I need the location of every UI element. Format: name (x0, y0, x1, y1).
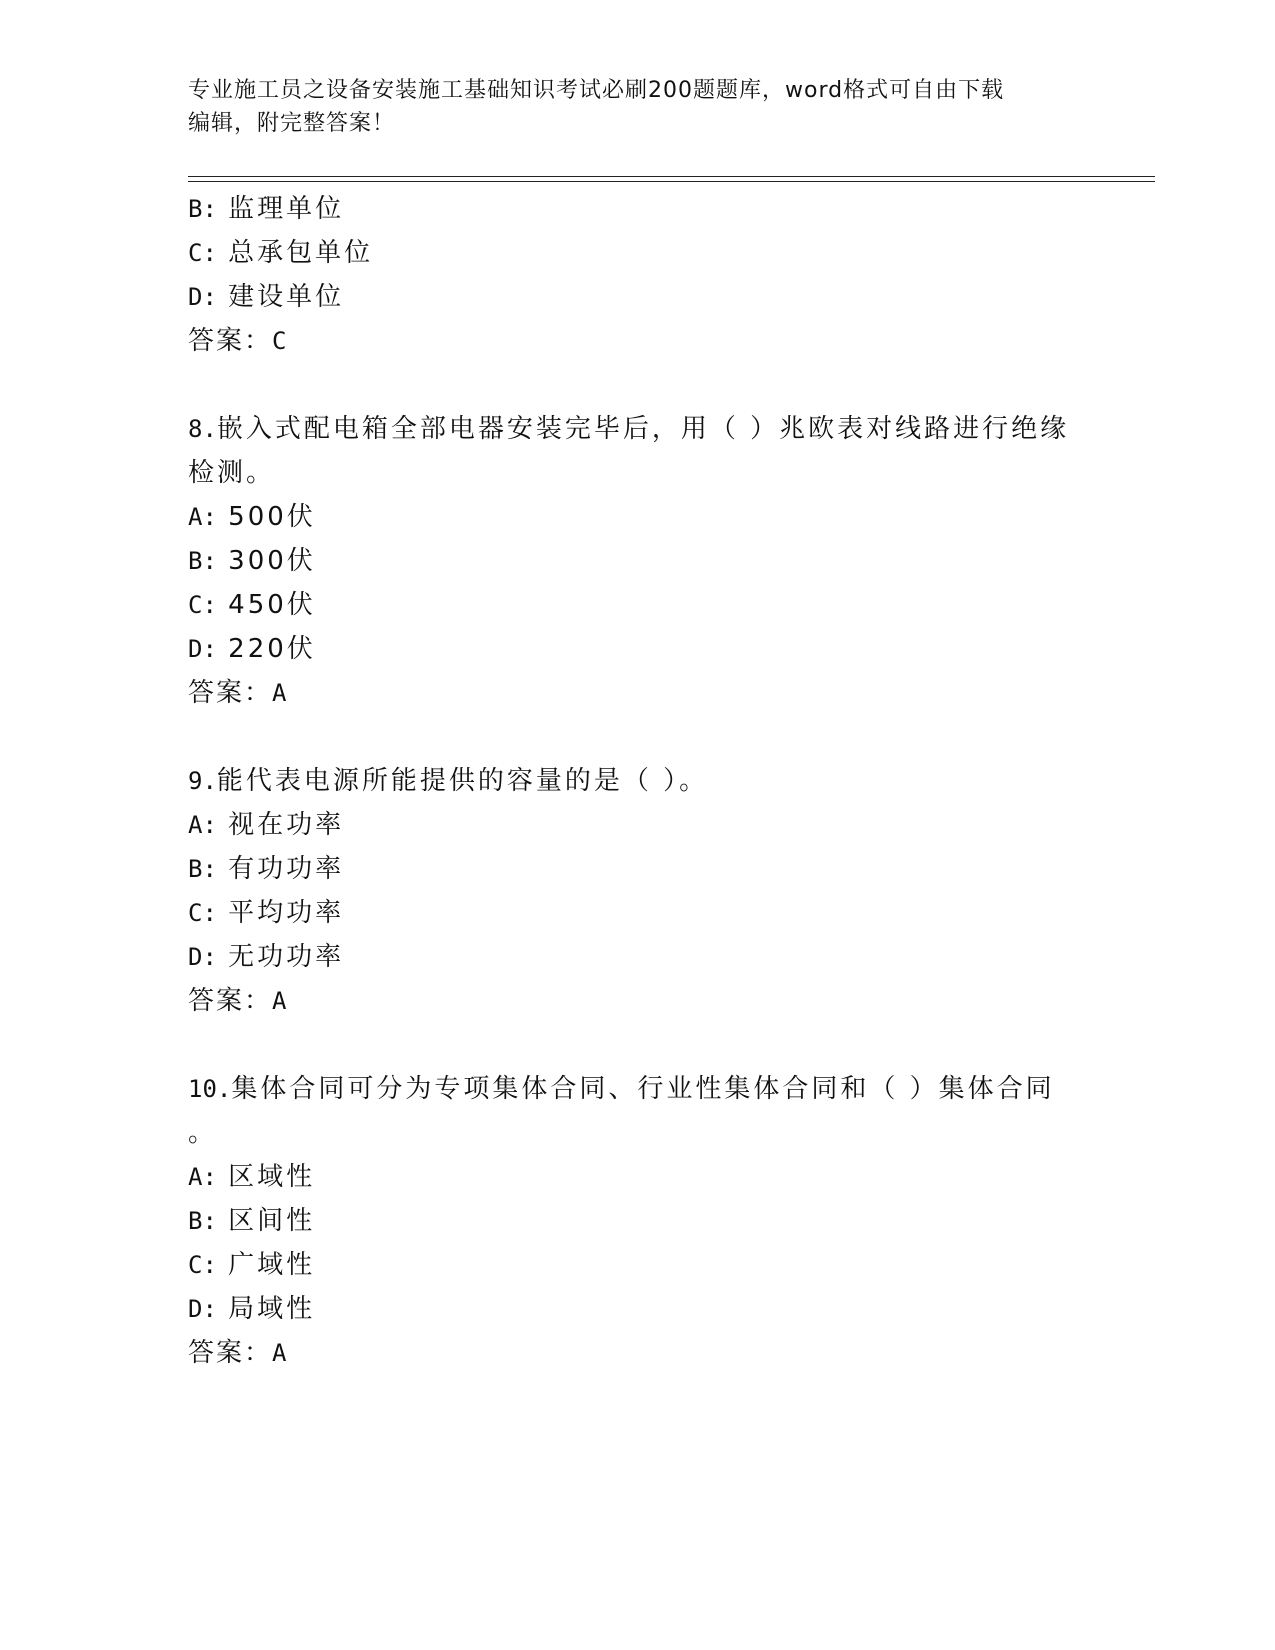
q8-answer (188, 676, 288, 710)
option-letter: B: (188, 547, 217, 575)
option-letter: D: (188, 1295, 217, 1323)
option-text: 有功功率 (228, 854, 345, 884)
q7-option-b (188, 192, 344, 226)
header-divider-bottom (188, 181, 1155, 182)
q9-option-c (188, 896, 344, 930)
option-letter: D: (188, 943, 217, 971)
header-divider-top (188, 176, 1155, 177)
answer-label: 答案： (188, 326, 273, 356)
q10-option-c (188, 1248, 315, 1282)
option-letter: D: (188, 283, 217, 311)
answer-label: 答案： (188, 678, 273, 708)
option-letter: A: (188, 1163, 217, 1191)
document-header (188, 74, 1068, 140)
q10-option-a (188, 1160, 315, 1194)
option-letter: D: (188, 635, 217, 663)
option-text: 总承包单位 (228, 238, 374, 268)
question-text: 能代表电源所能提供的容量的是（ ）。 (216, 766, 709, 796)
q9-answer (188, 984, 288, 1018)
answer-value: C (272, 327, 289, 355)
option-text: 局域性 (228, 1294, 316, 1324)
q7-option-d (188, 280, 344, 314)
q9-option-b (188, 852, 344, 886)
q8-option-c (188, 588, 316, 622)
answer-label: 答案： (188, 1338, 273, 1368)
option-text: 500伏 (228, 502, 316, 532)
q8-stem-line-2: 检测。 (188, 458, 276, 488)
option-text: 450伏 (228, 590, 316, 620)
option-letter: B: (188, 855, 217, 883)
option-text: 平均功率 (228, 898, 345, 928)
header-title-line-1: 专业施工员之设备安装施工基础知识考试必刷200题题库，word格式可自由下载 (188, 78, 1005, 103)
q10-stem-line-1 (188, 1072, 1055, 1106)
q9-stem-line-1 (188, 764, 708, 798)
option-letter: B: (188, 1207, 217, 1235)
option-text: 220伏 (228, 634, 316, 664)
option-letter: C: (188, 591, 217, 619)
option-letter: C: (188, 899, 217, 927)
answer-value: A (272, 987, 289, 1015)
question-number: 9. (188, 767, 217, 795)
question-number: 10. (188, 1075, 232, 1103)
option-letter: B: (188, 195, 217, 223)
option-letter: A: (188, 811, 217, 839)
option-text: 区间性 (228, 1206, 316, 1236)
q8-stem-line-1 (188, 412, 1069, 446)
option-text: 监理单位 (228, 194, 345, 224)
q7-option-c (188, 236, 373, 270)
option-text: 区域性 (228, 1162, 316, 1192)
answer-label: 答案： (188, 986, 273, 1016)
question-number: 8. (188, 415, 217, 443)
option-letter: A: (188, 503, 217, 531)
q7-answer (188, 324, 288, 358)
header-title-line-2: 编辑，附完整答案！ (188, 111, 396, 136)
option-letter: C: (188, 239, 217, 267)
question-text: 嵌入式配电箱全部电器安装完毕后，用（ ）兆欧表对线路进行绝缘 (216, 414, 1070, 444)
option-text: 建设单位 (228, 282, 345, 312)
question-text: 集体合同可分为专项集体合同、行业性集体合同和（ ）集体合同 (231, 1074, 1055, 1104)
option-text: 无功功率 (228, 942, 345, 972)
option-text: 300伏 (228, 546, 316, 576)
q10-option-d (188, 1292, 315, 1326)
q9-option-a (188, 808, 344, 842)
q8-option-b (188, 544, 316, 578)
option-letter: C: (188, 1251, 217, 1279)
q10-option-b (188, 1204, 315, 1238)
q8-option-d (188, 632, 316, 666)
option-text: 视在功率 (228, 810, 345, 840)
q8-option-a (188, 500, 316, 534)
q10-answer (188, 1336, 288, 1370)
q10-stem-line-2: 。 (188, 1118, 218, 1148)
answer-value: A (272, 1339, 289, 1367)
option-text: 广域性 (228, 1250, 316, 1280)
q9-option-d (188, 940, 344, 974)
answer-value: A (272, 679, 289, 707)
